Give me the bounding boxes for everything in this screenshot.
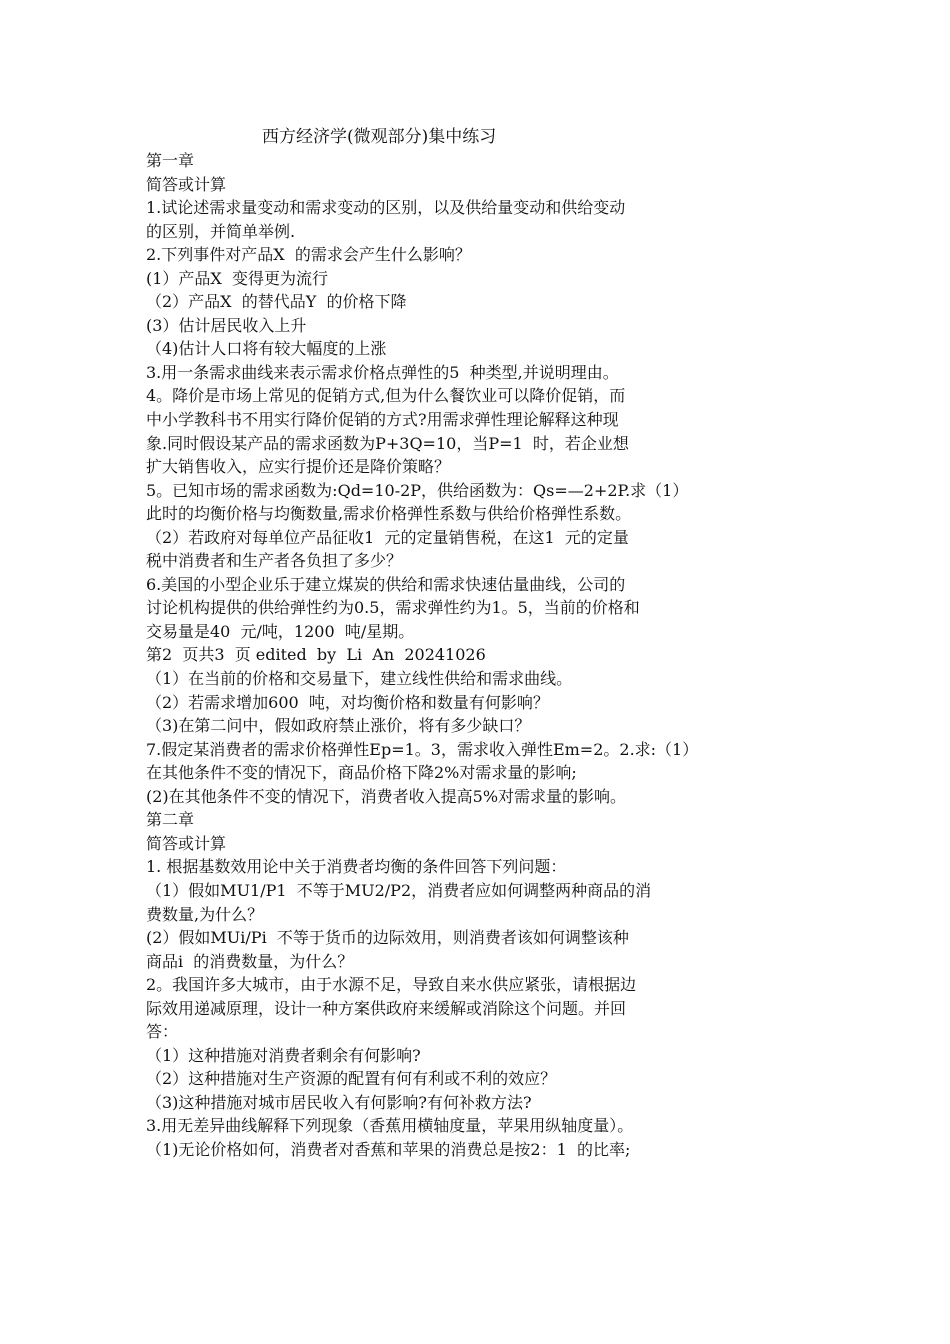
text-line: 5。已知市场的需求函数为:Qd=10-2P，供给函数为：Qs=—2+2P.求（1） — [146, 480, 689, 500]
text-line: 2.下列事件对产品X 的需求会产生什么影响？ — [146, 245, 471, 265]
text-line: 交易量是40 元/吨，1200 吨/星期。 — [146, 621, 415, 641]
text-line: 讨论机构提供的供给弹性约为0.5，需求弹性约为1。5，当前的价格和 — [146, 598, 640, 618]
text-line: 商品i 的消费数量，为什么？ — [146, 951, 354, 971]
text-line: （2）若政府对每单位产品征收1 元的定量销售税，在这1 元的定量 — [146, 527, 629, 547]
text-line: （3)这种措施对城市居民收入有何影响?有何补救方法? — [146, 1092, 532, 1112]
text-line: 税中消费者和生产者各负担了多少？ — [146, 551, 403, 571]
text-line: （1)无论价格如何，消费者对香蕉和苹果的消费总是按2：1 的比率; — [146, 1139, 631, 1159]
text-line: （1）假如MU1/P1 不等于MU2/P2，消费者应如何调整两种商品的消 — [146, 880, 652, 900]
page-footer-line: 第2 页共3 页 edited by Li An 20241026 — [146, 645, 486, 665]
text-line: 4。降价是市场上常见的促销方式,但为什么餐饮业可以降价促销，而 — [146, 386, 626, 406]
text-line: 2。我国许多大城市，由于水源不足，导致自来水供应紧张，请根据边 — [146, 975, 637, 995]
text-line: 答： — [146, 1022, 179, 1042]
document-title: 西方经济学(微观部分)集中练习 — [262, 127, 497, 147]
text-line: (2)在其他条件不变的情况下，消费者收入提高5%对需求量的影响。 — [146, 786, 627, 806]
text-line: (3）估计居民收入上升 — [146, 315, 307, 335]
text-line: 3.用一条需求曲线来表示需求价格点弹性的5 种类型,并说明理由。 — [146, 362, 619, 382]
text-line: 1.试论述需求量变动和需求变动的区别，以及供给量变动和供给变动 — [146, 198, 626, 218]
text-line: (2）假如MUi/Pi 不等于货币的边际效用，则消费者该如何调整该种 — [146, 928, 629, 948]
text-line: （4)估计人口将有较大幅度的上涨 — [146, 339, 387, 359]
text-line: 费数量,为什么？ — [146, 904, 264, 924]
text-line: 7.假定某消费者的需求价格弹性Ep=1。3，需求收入弹性Em=2。2.求:（1） — [146, 739, 699, 759]
text-line: 在其他条件不变的情况下，商品价格下降2%对需求量的影响; — [146, 763, 577, 783]
text-line: （1）在当前的价格和交易量下，建立线性供给和需求曲线。 — [146, 669, 573, 689]
text-line: 际效用递减原理，设计一种方案供政府来缓解或消除这个问题。并回 — [146, 998, 627, 1018]
text-line: 简答或计算 — [146, 174, 227, 194]
document-body — [146, 149, 936, 1162]
text-line: 扩大销售收入，应实行提价还是降价策略？ — [146, 457, 451, 477]
text-line: （2）这种措施对生产资源的配置有何有利或不利的效应？ — [146, 1069, 557, 1089]
text-line: （2）若需求增加600 吨，对均衡价格和数量有何影响？ — [146, 692, 549, 712]
text-line: 第二章 — [146, 810, 195, 830]
text-line: 此时的均衡价格与均衡数量,需求价格弹性系数与供给价格弹性系数。 — [146, 504, 632, 524]
text-line: 6.美国的小型企业乐于建立煤炭的供给和需求快速估量曲线，公司的 — [146, 574, 626, 594]
text-line: （3)在第二问中，假如政府禁止涨价，将有多少缺口？ — [146, 716, 531, 736]
text-line: 象.同时假设某产品的需求函数为P+3Q=10，当P=1 时，若企业想 — [146, 433, 629, 453]
text-line: 中小学教科书不用实行降价促销的方式?用需求弹性理论解释这种现 — [146, 410, 619, 430]
text-line: 第一章 — [146, 151, 195, 170]
text-line: 3.用无差异曲线解释下列现象（香蕉用横轴度量，苹果用纵轴度量）。 — [146, 1116, 634, 1136]
text-line: 的区别，并简单举例. — [146, 221, 296, 241]
text-line: (1）产品X 变得更为流行 — [146, 268, 328, 288]
text-line: （1）这种措施对消费者剩余有何影响? — [146, 1045, 421, 1065]
text-line: 1. 根据基数效用论中关于消费者均衡的条件回答下列问题： — [146, 857, 567, 877]
text-line: 简答或计算 — [146, 833, 227, 853]
text-line: （2）产品X 的替代品Y 的价格下降 — [146, 292, 407, 312]
